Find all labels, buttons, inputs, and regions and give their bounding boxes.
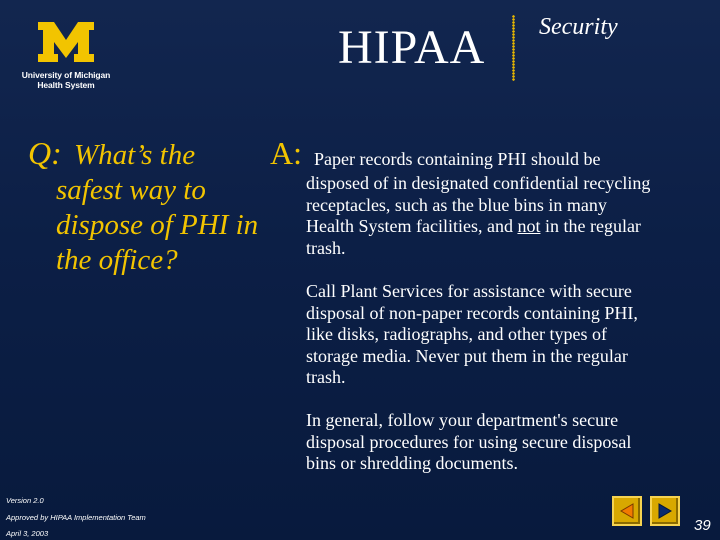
- answer-lead: Paper records containing PHI should be: [314, 149, 601, 169]
- answer-emphasis-not: not: [517, 216, 541, 237]
- footer-date: April 3, 2003: [6, 529, 49, 538]
- page-number: 39: [694, 517, 711, 534]
- block-m-icon: [36, 18, 96, 66]
- triangle-left-icon: [618, 502, 636, 520]
- university-logo: [18, 14, 114, 94]
- triangle-right-icon: [656, 502, 674, 520]
- answer-paragraph-1-start: disposed of in designated confidential recycling receptacles, such as the blue bins in many Health System facilities, and: [306, 173, 651, 237]
- answer-paragraph-1: [306, 173, 658, 259]
- header-title: HIPAA: [338, 21, 486, 74]
- answer-paragraph-3: In general, follow your department's secure disposal procedures for using secure disposal bins or shredding documents.: [306, 410, 632, 474]
- footer-version: Version 2.0: [6, 496, 44, 505]
- logo-health-system-text: Health System: [37, 80, 95, 90]
- previous-slide-button[interactable]: [612, 496, 642, 526]
- logo-university-text: University of Michigan: [21, 70, 111, 80]
- question-text: What’s the safest way to dispose of PHI in the office?: [56, 139, 259, 276]
- question-label: Q:: [28, 135, 62, 171]
- answer-paragraph-1-end: in the regular trash.: [306, 216, 641, 258]
- next-slide-button[interactable]: [650, 496, 680, 526]
- answer-label: A:: [270, 135, 302, 171]
- footer-approved: Approved by HIPAA Implementation Team: [6, 513, 146, 522]
- header-divider: [512, 15, 515, 81]
- header-section: Security: [539, 14, 618, 40]
- answer-paragraph-2: Call Plant Services for assistance with secure disposal of non-paper records containing PHI, like disks, radiographs, and other types of storage media. Never put them in the regular trash.: [306, 281, 638, 388]
